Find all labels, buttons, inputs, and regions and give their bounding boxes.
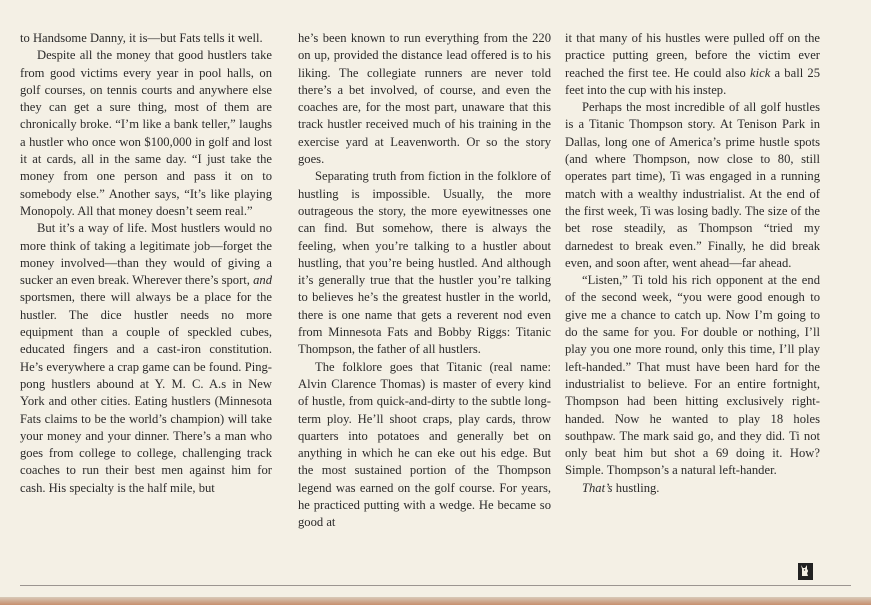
bunny-logo-icon [798,563,813,580]
paragraph: to Handsome Danny, it is—but Fats tells it well. [20,31,263,45]
page-edge [0,597,871,605]
paragraph: That’s hustling. [582,480,660,495]
page-divider [20,585,851,586]
paragraph: The folklore goes that Titanic (real name: Alvin Clarence Thomas) is master of every kind of hustle, from quick-and-dirty to the subtle long-term ploy. He’ll shoot craps, play cards, throw quarters into potatoes and generally bet on anything in which he can eke out his edge. But the most sustained portion of the Thompson legend was earned on the golf course. For years, he practiced putting with a wedge. He became so good at [298,359,551,530]
paragraph: Perhaps the most incredible of all golf hustles is a Titanic Thompson story. At Tenison Park in Dallas, long one of America’s prime hustle spots (and where Thompson, now close to 80, still operates part time), Ti was engaged in a running match with a wealthy industrialist. At the end of the first week, Ti was losing badly. The size of the bet rose steadily, as Thompson “tried my darnedest to break even.” Finally, he did break even, and soon after, went ahead—far ahead. [565,100,820,270]
paragraph: Despite all the money that good hustlers take from good victims every year in pool halls, on golf courses, on tennis courts and anywhere else they can get a sure thing, most of them are chronically broke. “I’m like a bank teller,” laughs a hustler who once won $100,000 in golf and lost it at cards, all in the same day. “I just take the money from one person and pass it on to somebody else.” Another says, “It’s like playing Monopoly. All that money doesn’t seem real.” [20,48,272,218]
article-column-2 [298,30,551,532]
article-column-3 [565,30,820,497]
paragraph: he’s been known to run everything from the 220 on up, provided the distance lead offered is to his liking. The collegiate runners are never told there’s a bet involved, of course, and even the coaches are, for the most part, unaware that this track hustler received much of his training in the exercise yard at Leavenworth. Or so the story goes. [298,31,551,167]
article-column-1 [20,30,272,497]
paragraph: Separating truth from fiction in the folklore of hustling is impossible. Usually, the more outrageous the story, the more eyewitnesses one can find. But somehow, there is always the feeling, when you’re talking to a hustler about hustling, that you’re being hustled. And although it’s generally true that the hustler you’re talking to believes he’s the greatest hustler in the world, there is one name that gets a reverent nod even from Minnesota Fats and Bobby Riggs: Titanic Thompson, the father of all hustlers. [298,169,551,357]
paragraph: “Listen,” Ti told his rich opponent at the end of the second week, “you were good enough to give me a chance to catch up. Now I’m going to do the same for you. For double or nothing, I’ll play you one more round, only this time, I’ll play left-handed.” That must have been hard for the industrialist to believe. For an entire fortnight, Thompson had been hitting exclusively right-handed. Now he wanted to play 18 holes southpaw. The mark said go, and they did. Ti not only beat him but shot a 69 doing it. How? Simple. Thompson’s a natural left-hander. [565,273,820,478]
paragraph: But it’s a way of life. Most hustlers would no more think of taking a legitimate job—forget the money involved—than they would of giving a sucker an even break. Wherever there’s sport, and sportsmen, there will always be a place for the hustler. The dice hustler needs no more equipment than a couple of speckled cubes, educated fingers and a cast-iron constitution. He’s everywhere a crap game can be found. Ping-pong hustlers abound at Y. M. C. A.s in New York and other cities. Eating hustlers (Minnesota Fats claims to be the world’s champion) will take your money and your dinner. There’s a man who goes from college to college, challenging track coaches to run their best men against him for cash. His specialty is the half mile, but [20,221,272,495]
paragraph: it that many of his hustles were pulled off on the practice putting green, before the victim ever reached the first tee. He could also kick a ball 25 feet into the cup with his instep. [565,31,820,97]
